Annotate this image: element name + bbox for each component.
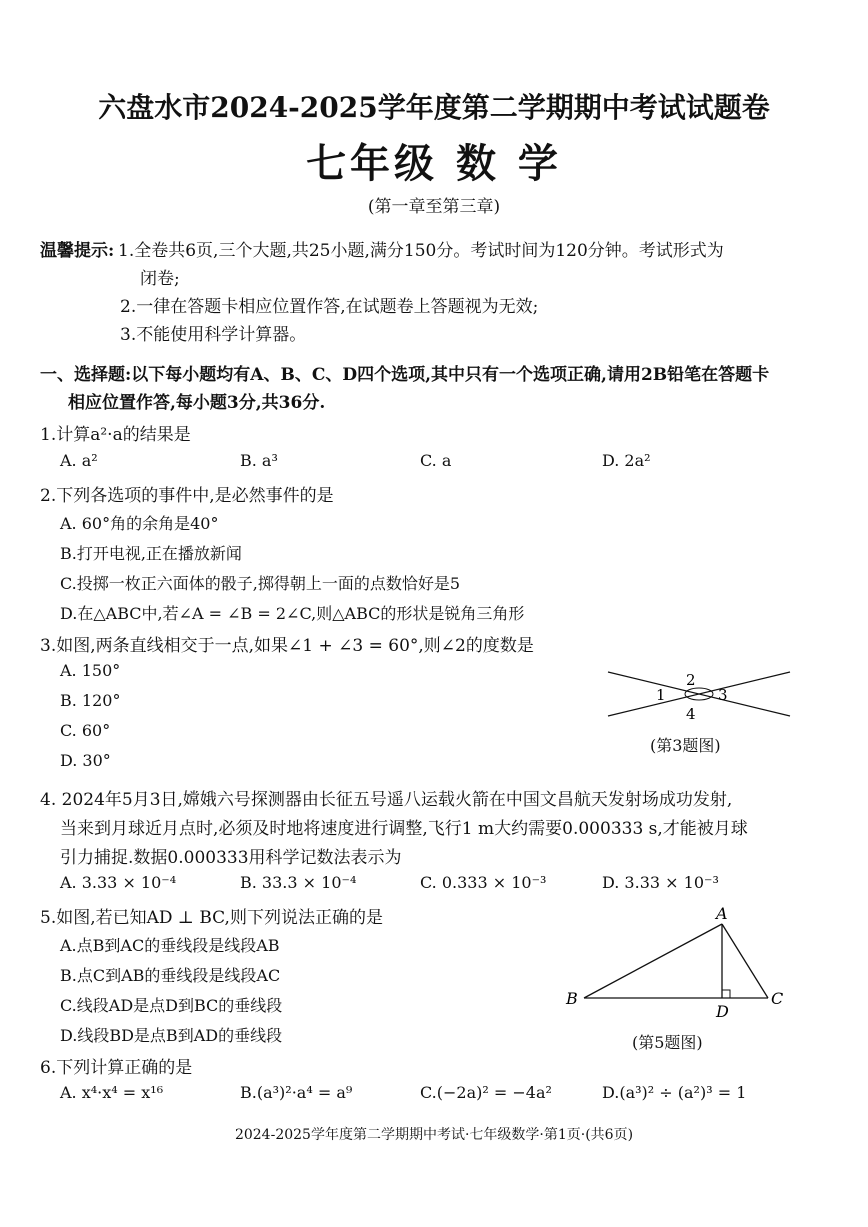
question-1-option-d: D. 2a² [602, 451, 651, 470]
question-6-option-b: B.(a³)²·a⁴ = a⁹ [240, 1083, 353, 1102]
vertex-label-d: D [716, 1002, 729, 1021]
question-5-option-a: A.点B到AC的垂线段是线段AB [60, 936, 280, 955]
chapter-range: (第一章至第三章) [367, 197, 501, 217]
question-1-stem: 1.计算a²·a的结果是 [40, 425, 191, 445]
question-4-option-b: B. 33.3 × 10⁻⁴ [240, 873, 357, 892]
question-6-option-a: A. x⁴·x⁴ = x¹⁶ [60, 1083, 164, 1102]
question-3-figure [600, 664, 800, 730]
exam-title: 六盘水市2024-2025学年度第二学期期中考试试题卷 [98, 91, 770, 124]
question-2-option-a: A. 60°角的余角是40° [60, 514, 219, 533]
section-heading-cont: 相应位置作答,每小题3分,共36分. [68, 393, 326, 413]
question-4-option-a: A. 3.33 × 10⁻⁴ [60, 873, 177, 892]
question-3-option-d: D. 30° [60, 751, 111, 770]
question-5-figure [560, 904, 790, 1022]
angle-label-2: 2 [686, 671, 696, 689]
question-2-option-d: D.在△ABC中,若∠A = ∠B = 2∠C,则△ABC的形状是锐角三角形 [60, 604, 525, 623]
question-5-caption: (第5题图) [632, 1033, 703, 1052]
vertex-label-b: B [566, 989, 578, 1008]
notice-item-1: 1.全卷共6页,三个大题,共25小题,满分150分。考试时间为120分钟。考试形式为 [118, 241, 724, 261]
question-4-stem-line-2: 当来到月球近月点时,必须及时地将速度进行调整,飞行1 m大约需要0.000333 s,才能被月球 [60, 819, 748, 839]
section-heading: 一、选择题:以下每小题均有A、B、C、D四个选项,其中只有一个选项正确,请用2B铅笔在答题卡 [40, 365, 770, 385]
question-4-option-c: C. 0.333 × 10⁻³ [420, 873, 547, 892]
notice-item-2: 2.一律在答题卡相应位置作答,在试题卷上答题视为无效; [120, 297, 539, 317]
segment-ab [584, 924, 722, 998]
question-6-stem: 6.下列计算正确的是 [40, 1058, 193, 1078]
question-5-option-c: C.线段AD是点D到BC的垂线段 [60, 996, 283, 1015]
angle-label-4: 4 [686, 705, 696, 723]
question-5-option-b: B.点C到AB的垂线段是线段AC [60, 966, 281, 985]
question-3-option-c: C. 60° [60, 721, 111, 740]
question-5-option-d: D.线段BD是点B到AD的垂线段 [60, 1026, 283, 1045]
right-angle-mark [722, 990, 730, 998]
question-2-option-b: B.打开电视,正在播放新闻 [60, 544, 242, 563]
angle-label-1: 1 [656, 686, 666, 704]
notice-item-1-cont: 闭卷; [140, 269, 180, 289]
question-1-option-a: A. a² [60, 451, 98, 470]
vertex-label-c: C [771, 989, 784, 1008]
question-3-caption: (第3题图) [650, 736, 721, 755]
question-4-option-d: D. 3.33 × 10⁻³ [602, 873, 719, 892]
page-footer: 2024-2025学年度第二学期期中考试·七年级数学·第1页·(共6页) [234, 1127, 634, 1143]
question-3-option-b: B. 120° [60, 691, 121, 710]
question-1-option-c: C. a [420, 451, 452, 470]
subject-title: 七年级 数 学 [306, 140, 562, 187]
question-2-stem: 2.下列各选项的事件中,是必然事件的是 [40, 486, 334, 506]
angle-label-3: 3 [718, 686, 728, 704]
question-5-stem: 5.如图,若已知AD ⊥ BC,则下列说法正确的是 [40, 908, 383, 928]
question-2-option-c: C.投掷一枚正六面体的骰子,掷得朝上一面的点数恰好是5 [60, 574, 461, 593]
question-3-option-a: A. 150° [60, 661, 121, 680]
vertex-label-a: A [716, 904, 728, 923]
question-1-option-b: B. a³ [240, 451, 278, 470]
question-3-stem: 3.如图,两条直线相交于一点,如果∠1 + ∠3 = 60°,则∠2的度数是 [40, 636, 534, 656]
segment-ac [722, 924, 768, 998]
notice-label: 温馨提示: [40, 241, 115, 261]
question-4-stem-line-3: 引力捕捉.数据0.000333用科学记数法表示为 [60, 848, 402, 868]
question-6-option-d: D.(a³)² ÷ (a²)³ = 1 [602, 1083, 747, 1102]
question-4-stem-line-1: 4. 2024年5月3日,嫦娥六号探测器由长征五号遥八运载火箭在中国文昌航天发射场成功发射, [40, 790, 733, 810]
question-6-option-c: C.(−2a)² = −4a² [420, 1083, 552, 1102]
notice-item-3: 3.不能使用科学计算器。 [120, 325, 307, 345]
